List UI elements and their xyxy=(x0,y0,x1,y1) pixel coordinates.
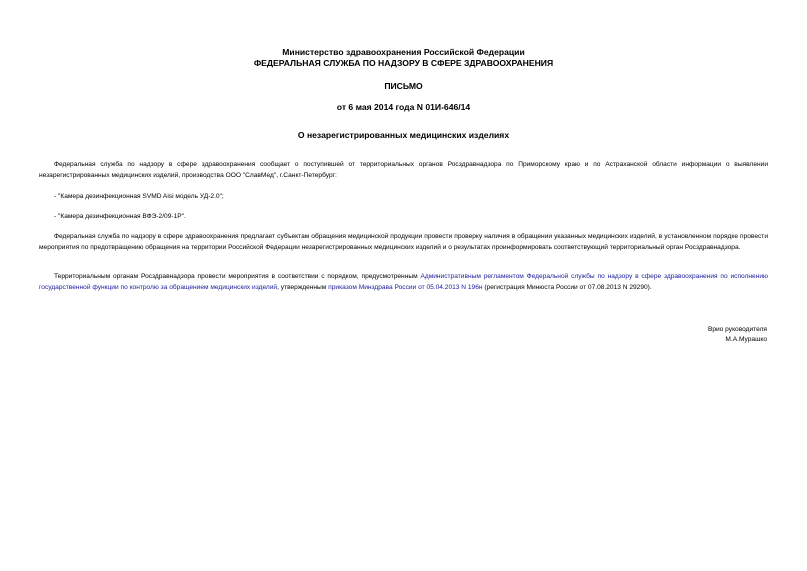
paragraph-instruction xyxy=(39,272,768,293)
service-name: ФЕДЕРАЛЬНАЯ СЛУЖБА ПО НАДЗОРУ В СФЕРЕ ЗДРАВООХРАНЕНИЯ xyxy=(253,58,554,68)
list-item: - "Камера дезинфекционная ВФЭ-2/09-1Р". xyxy=(54,213,186,220)
document-type: ПИСЬМО xyxy=(384,81,423,91)
paragraph-text: (регистрация Минюста России от 07.08.2013 N 29290). xyxy=(482,283,652,291)
paragraph-text: Территориальным органам Росздравнадзора провести мероприятия в соответствии с порядком, предусмотренным xyxy=(54,273,421,280)
paragraph-proposal: Федеральная служба по надзору в сфере здравоохранения предлагает субъектам обращения медицинской продукции провести проверку наличия в обращении указанных медицинских изделий, в установленном порядке провести мероприятия по предотвращению обращения на территории Российской Федерации незарегистрированных медицинских изделий и о результатах проинформировать соответствующий территориальный орган Росздравнадзора. xyxy=(39,233,768,251)
signature-name: М.А.Мурашко xyxy=(725,336,767,343)
list-item: - "Камера дезинфекционная SVMD Aisi модель УД-2.0"; xyxy=(54,193,224,200)
order-link[interactable]: приказом Минздрава России от 05.04.2013 N 196н xyxy=(328,283,483,291)
paragraph-text: , утвержденным xyxy=(277,283,329,291)
regulation-link[interactable]: Административным регламентом Федеральной службы по надзору в сфере здравоохранения по исполнению государственной функции по контролю за обращением медицинских изделий xyxy=(39,273,768,291)
document-subject: О незарегистрированных медицинских изделиях xyxy=(297,130,510,140)
ministry-name: Министерство здравоохранения Российской Федерации xyxy=(282,47,525,57)
paragraph-intro: Федеральная служба по надзору в сфере здравоохранения сообщает о поступившей от территориальных органов Росздравнадзора по Приморскому краю и по Астраханской области информации о выявлении незарегистрированных медицинских изделий, производства ООО "СлавМед", г.Санкт-Петербург: xyxy=(39,161,768,179)
signature-title: Врио руководителя xyxy=(707,326,767,333)
document-date-number: от 6 мая 2014 года N 01И-646/14 xyxy=(336,102,471,112)
